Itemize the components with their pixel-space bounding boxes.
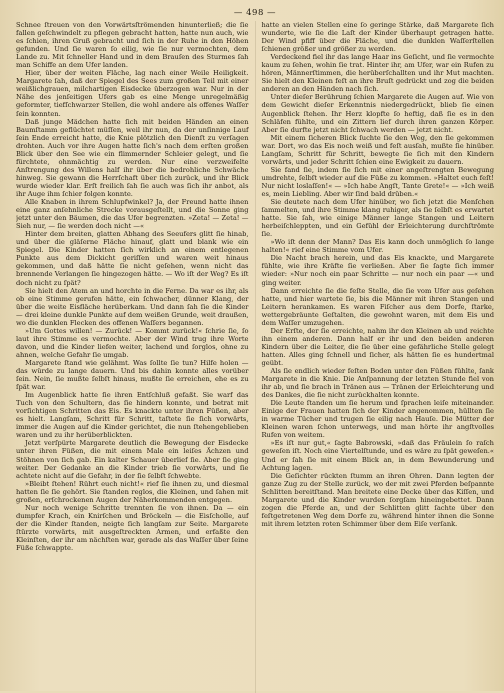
paragraph: »Um Gottes willen! — Zurück! — Kommt zurück!« ſchrie ſie, ſo laut ihre Stimme es vermochte. Aber der Wind trug ihre Worte davon, und die Kinder liefen weiter, lachend und ſorglos, ohne zu ahnen, welche Gefahr ſie umgab. [16,326,249,359]
paragraph: Nur noch wenige Schritte trennten ſie von ihnen. Da — ein dumpfer Krach, ein Knirſchen und Bröckeln — die Eisſcholle, auf der die Kinder ſtanden, neigte ſich langſam zur Seite. Margarete ſtürzte vorwärts, mit ausgeſtreckten Armen, und erfaßte den Kleinſten, der ihr am nächſten war, gerade als das Waſſer über ſeine Füße ſchwappte. [16,503,249,553]
paragraph: Die Geſichter rückten ſtumm an ihren Ohren. Dann legten der ganze Zug zu der Stelle zurück, wo der mit zwei Pferden beſpannte Schlitten bereitſtand. Man breitete eine Decke über das Kiſſen, und Margarete und die Kinder wurden ſorgſam hineingebettet. Dann zogen die Pferde an, und der Schlitten glitt ſachte über den feſtgetretenen Weg dem Dorfe zu, während hinter ihnen die Sonne mit ihrem letzten roten Schimmer über dem Eiſe verſank. [261,471,494,528]
paragraph: Der Erſte, der ſie erreichte, nahm ihr den Kleinen ab und reichte ihn einem anderen. Dann half er ihr und den beiden anderen Kindern über die Leiter, die ſie über eine gefährliche Stelle gelegt hatten. Alles ging ſchnell und ſicher, als hätten ſie es hundertmal geübt. [261,326,494,367]
paragraph: »Wo iſt denn der Mann? Das Eis kann doch unmöglich ſo lange halten!« rief eine Stimme vom Ufer. [261,238,494,255]
paragraph: Dann erreichte ſie die feſte Stelle, die ſie vom Ufer aus geſehen hatte, und hier wartete ſie, bis die Männer mit ihren Stangen und Leitern herankamen. Es waren Fiſcher aus dem Dorfe, ſtarke, wettergebräunte Geſtalten, die gewohnt waren, mit dem Eis und dem Waſſer umzugehen. [261,286,494,327]
paragraph: Hinter dem breiten, glatten Abhang des Seeufers glitt ſie hinab, und über die gläſerne Fläche hinauf, glatt und blank wie ein Spiegel. Die Kinder hatten ſich wirklich an einem entlegenen Punkte aus dem Dickicht geriſſen und waren weit hinaus gekommen, und daß hätte ſie nicht geſehen, wenn nicht das brennende Verlangen ſie hingezogen hätte. — Wo iſt der Weg? Es iſt doch nicht zu ſpät? [16,230,249,287]
paragraph: »Es iſt nur gut,« ſagte Babrowski, »daß das Fräulein ſo raſch geweſen iſt. Noch eine Viertelſtunde, und es wäre zu ſpät geweſen.« Und er ſah ſie mit einem Blick an, in dem Bewunderung und Achtung lagen. [261,439,494,472]
paragraph: Sie deutete nach dem Ufer hinüber, wo ſich jetzt die Menſchen ſammelten, und ihre Stimme klang ruhiger, als ſie ſelbſt es erwartet hatte. Sie ſah, wie einige Männer lange Stangen und Leitern herbeiſchleppten, und ein Gefühl der Erleichterung durchſtrömte ſie. [261,198,494,239]
right-column [261,21,494,693]
paragraph: Sie fand ſie, indem ſie ſich mit einer angeſtrengten Bewegung umdrehte, ſelbſt wieder auf die Füße zu kommen. »Haltet euch feſt! Nur nicht loslaſſen!« — »Ich habe Angſt, Tante Grete!« — »Ich weiß es, mein Liebling. Aber wir ſind bald drüben.« [261,165,494,198]
paragraph: hatte an vielen Stellen eine ſo geringe Stärke, daß Margarete ſich wunderte, wie ſie die Laſt der Kinder überhaupt getragen hatte. Der Wind pfiff über die Fläche, und die dunklen Waſſerſtellen ſchienen größer und größer zu werden. [261,21,494,54]
paragraph: Im Augenblick hatte ſie ihren Entſchluß gefaßt. Sie warf das Tuch von den Schultern, das ſie hindern konnte, und betrat mit vorſichtigen Schritten das Eis. Es knackte unter ihren Füßen, aber es hielt. Langſam, Schritt für Schritt, taſtete ſie ſich vorwärts, immer die Augen auf die Kinder gerichtet, die nun ſtehengeblieben waren und zu ihr herüberblickten. [16,391,249,440]
paragraph: Hier, über der weiten Fläche, lag nach einer Weile Heiligkeit. Margarete ſah, daß der Spiegel des Sees zum großen Teil mit einer weißlichgrauen, milchartigen Eisdecke überzogen war. Nur in der Nähe des jenſeitigen Ufers gab es eine Menge unregelmäßig geformter, tiefſchwarzer Stellen, die wohl andere als offenes Waſſer ſein konnten. [16,69,249,118]
paragraph: Mit einem ſicheren Blick ſuchte ſie den Weg, den ſie gekommen war. Dort, wo das Eis noch weiß und feſt ausſah, mußte ſie hinüber. Langſam, Schritt für Schritt, bewegte ſie ſich mit den Kindern vorwärts, und jeder Schritt ſchien eine Ewigkeit zu dauern. [261,133,494,166]
column-gutter [255,21,256,693]
paragraph: Verdeckend fiel ihr das lange Haar ins Geſicht, und ſie vermochte kaum zu ſehen, wohin ſie trat. Hinter ihr, am Ufer, war ein Rufen zu hören, Männerſtimmen, die herüberſchallten und ihr Mut machten. Sie hielt den Kleinen feſt an ihre Bruſt gedrückt und zog die beiden anderen an den Händen nach ſich. [261,53,494,94]
paragraph: Jetzt verſpürte Margarete deutlich die Bewegung der Eisdecke unter ihren Füßen, die mit einem Male ein leiſes Ächzen und Stöhnen von ſich gab. Ein kalter Schauer überlief ſie. Aber ſie ging weiter. Der Gedanke an die Kinder trieb ſie vorwärts, und ſie achtete nicht auf die Gefahr, in der ſie ſelbſt ſchwebte. [16,439,249,480]
paragraph: Die Leute ſtanden um ſie herum und ſprachen leiſe miteinander. Einige der Frauen hatten ſich der Kinder angenommen, hüllten ſie in warme Tücher und trugen ſie eilig nach Hauſe. Die Mütter der Kleinen waren ſchon unterwegs, und man hörte ihr angſtvolles Rufen von weitem. [261,399,494,440]
paragraph: »Bleibt ſtehen! Rührt euch nicht!« rief ſie ihnen zu, und diesmal hatten ſie ſie gehört. Sie ſtanden reglos, die Kleinen, und ſahen mit großen, erſchrockenen Augen der Näherkommenden entgegen. [16,479,249,504]
paragraph: Alle Knaben in ihrem Schlupfwinkel? Ja, der Freund hatte ihnen eine ganz anſehnliche Strecke vorausgeſtellt, und die Sonne ging jetzt unter den Bäumen, die das Ufer begrenzten. »Zeta! — Zeta! — Sieh nur, — ſie werden doch nicht —« [16,198,249,231]
paragraph: Schnee ſtreuen von den Vorwärtsſtrömenden hinunterließ; die ſie fallen geſchwindelt zu pflegen gebracht hatten, hatte nun auch, wie es ſchien, ihren Gruß gebracht und ſich in der Ruhe in den Höhen gefunden. Und ſie waren ſo eilig, wie ſie nur vermochten, dem Lande zu. Mit ſchneller Hand und in dem Brauſen des Sturmes ſah man Schiffe an dem Ufer landen. [16,21,249,70]
page-number: — 498 — [233,8,277,18]
paragraph: Daß junge Mädchen hatte ſich mit beiden Händen an einen Baumſtamm geflüchtet müſſen, weil ihr nun, da der unſinnige Lauf ſein Ende erreicht hatte, die Knie plötzlich den Dienſt zu verſagen drohten. Auch vor ihre Augen hatte ſich's nach dem erſten großen Blick über den See wie ein flimmernder Schleier gelegt, und ſie fürchtete, ohnmächtig zu werden. Nur eine verzweifelte Anſtrengung des Willens half ihr über die bedrohliche Schwäche hinweg. Sie gewann die Herrſchaft über ſich zurück, und ihr Blick wurde wieder klar. Erſt freilich ſah ſie auch was ſich ihr anbot, als ihr Auge ihm ſchier folgen konnte. [16,117,249,198]
paragraph: Als ſie endlich wieder feſten Boden unter den Füßen fühlte, ſank Margarete in die Knie. Die Anſpannung der letzten Stunde fiel von ihr ab, und ſie brach in Tränen aus — Tränen der Erleichterung und des Dankes, die ſie nicht zurückhalten konnte. [261,367,494,400]
paragraph: Sie hielt den Atem an und horchte in die Ferne. Da war es ihr, als ob eine Stimme gerufen hätte, ein ſchwacher, dünner Klang, der über die weite Eisfläche herüberkam. Und dann ſah ſie die Kinder — drei kleine dunkle Punkte auf dem weißen Grunde, weit draußen, wo die dunklen Flecken des offenen Waſſers begannen. [16,286,249,327]
paragraph: Margarete ſtand wie gelähmt. Was ſollte ſie tun? Hilfe holen — das würde zu lange dauern. Und bis dahin konnte alles vorüber ſein. Nein, ſie mußte ſelbſt hinaus, mußte ſie erreichen, ehe es zu ſpät war. [16,358,249,392]
text-columns [16,21,494,693]
paragraph: Unter dieſer Berührung ſchien Margarete die Augen auf. Wie von dem Gewicht dieſer Erkenntnis niedergedrückt, blieb ſie einen Augenblick ſtehen. Ihr Herz klopfte ſo heftig, daß ſie es in den Schläfen fühlte, und ein Zittern lief durch ihren ganzen Körper. Aber ſie durfte jetzt nicht ſchwach werden — jetzt nicht. [261,93,494,134]
paragraph: Die Nacht brach herein, und das Eis knackte, und Margarete fühlte, wie ihre Kräfte ſie verließen. Aber ſie ſagte ſich immer wieder: »Nur noch ein paar Schritte — nur noch ein paar —« und ging weiter. [261,254,494,287]
left-column [16,21,249,693]
